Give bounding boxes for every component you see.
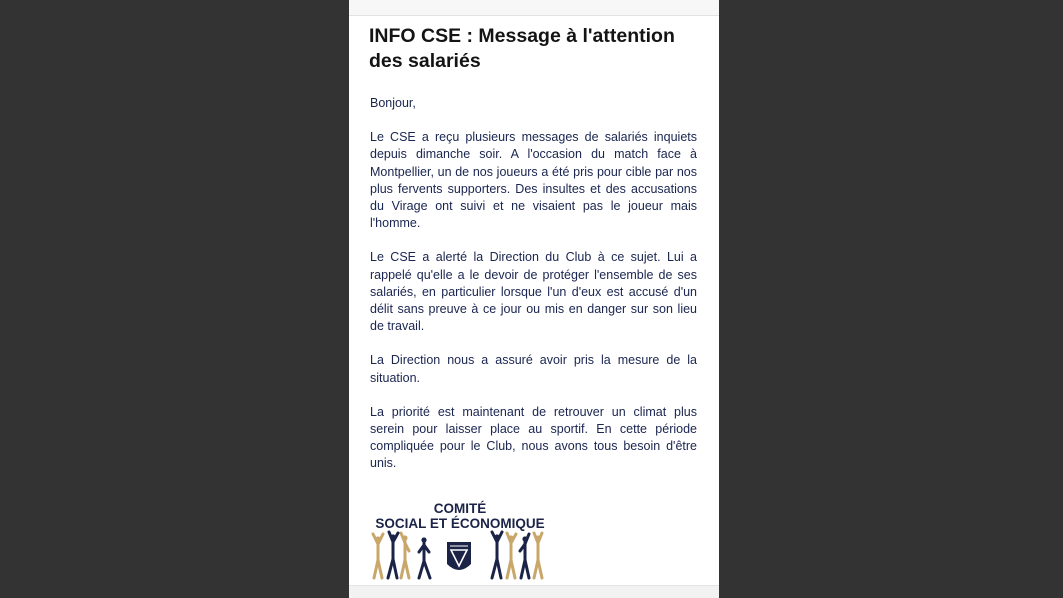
left-figures [373, 532, 430, 578]
paragraph-4: La priorité est maintenant de retrouver un climat plus serein pour laisser place au sportif. En cette période compliquée pour le Club, nous avons tous besoin d'être unis. [370, 404, 697, 471]
message-body [370, 95, 697, 490]
bottom-bar [349, 585, 719, 598]
club-crest-icon [447, 542, 471, 570]
cse-logo [369, 500, 559, 585]
paragraph-2: Le CSE a alerté la Direction du Club à ce sujet. Lui a rappelé qu'elle a le devoir de protéger l'ensemble de ses salariés, en particulier lorsque l'un d'eux est accusé d'un délit sans preuve à ce jour ou mis en danger sur son lieu de travail. [370, 250, 697, 334]
logo-line-2: SOCIAL ET ÉCONOMIQUE [375, 516, 545, 531]
logo-line-1: COMITÉ [433, 501, 487, 516]
logo-figures-graphic [369, 530, 559, 585]
message-title: INFO CSE : Message à l'attention des salariés [369, 25, 675, 72]
paragraph-3: La Direction nous a assuré avoir pris la mesure de la situation. [370, 353, 697, 385]
paragraph-1: Le CSE a reçu plusieurs messages de salariés inquiets depuis dimanche soir. A l'occasion du match face à Montpellier, un de nos joueurs a été pris pour cible par nos plus fervents supporters. Des insultes et des accusations du Virage ont suivi et ne visaient pas le joueur mais l'homme. [370, 130, 697, 231]
top-bar [349, 0, 719, 16]
right-figures [492, 532, 542, 578]
message-page [349, 0, 719, 598]
greeting: Bonjour, [370, 96, 416, 110]
